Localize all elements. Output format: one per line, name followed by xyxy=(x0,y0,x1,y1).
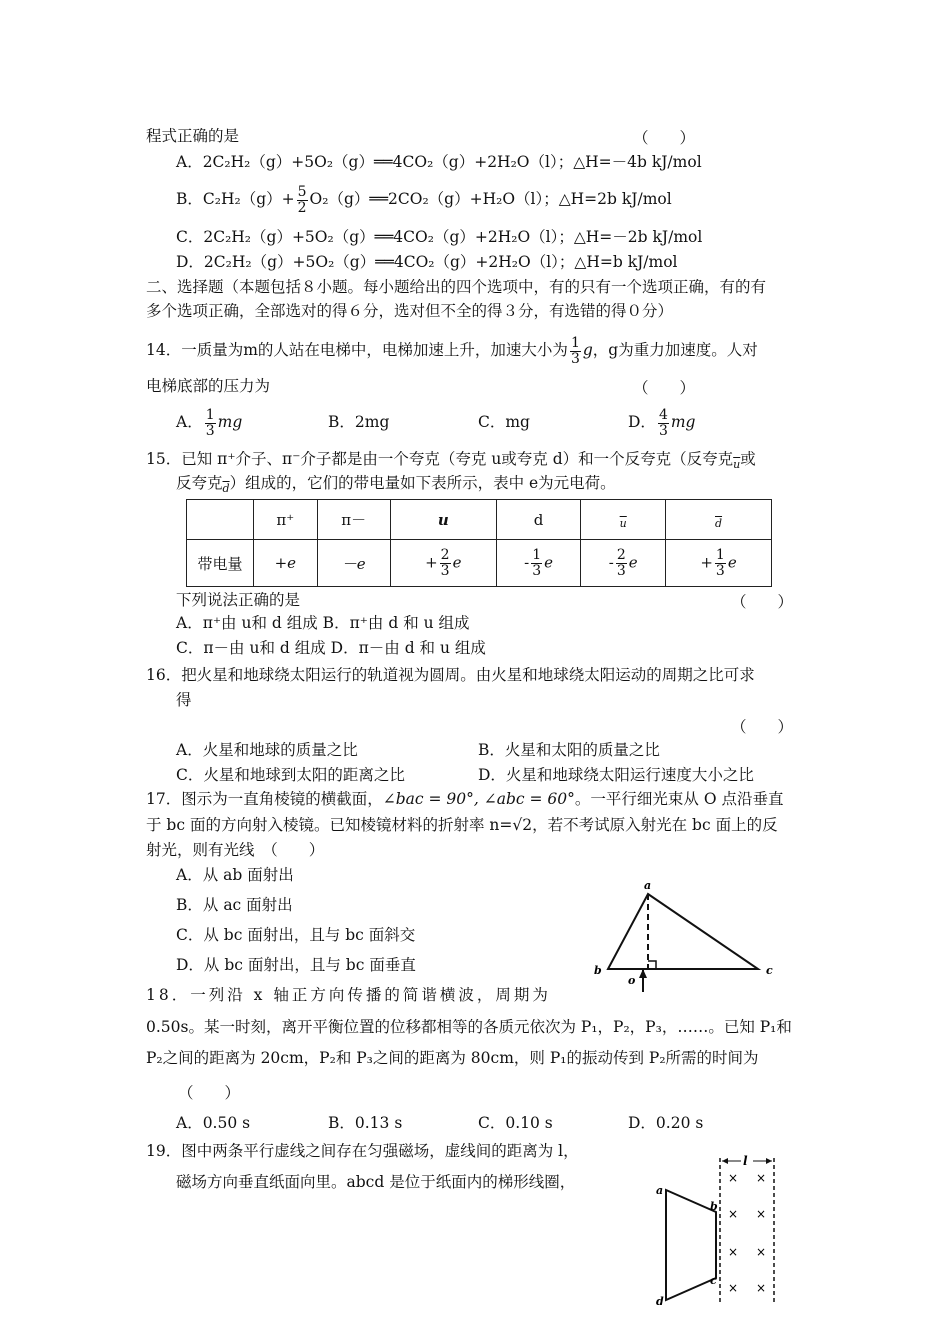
q15-options-ab: A．π⁺由 u和 d 组成 B．π⁺由 d 和 u 组成 xyxy=(176,614,470,632)
prism-triangle xyxy=(608,894,758,969)
table-cell: 带电量 xyxy=(187,540,254,587)
section2-line1: 二、选择题（本题包括８小题。每小题给出的四个选项中，有的只有一个选项正确，有的有 xyxy=(146,278,767,296)
q17-stem1-pre: 17．图示为一直角棱镜的横截面， xyxy=(146,790,383,808)
q15-stem1-text: 15．已知 π⁺介子、π⁻介子都是由一个夸克（夸克 u或夸克 d）和一个反夸克（反夸克 xyxy=(146,450,734,468)
q14-stem1 xyxy=(146,330,758,370)
q18-option-c: C．0.10 s xyxy=(478,1114,553,1132)
q14-frac xyxy=(570,336,581,367)
table-header-row xyxy=(187,500,772,540)
charge-table xyxy=(186,499,772,587)
q16-option-d: D．火星和地球绕太阳运行速度大小之比 xyxy=(478,766,754,784)
label-d: d xyxy=(656,1295,664,1308)
frac-den: 3 xyxy=(658,422,668,439)
q17-option-a: A．从 ab 面射出 xyxy=(176,866,294,884)
charge-frac xyxy=(715,548,726,579)
q15-stem2 xyxy=(176,473,616,499)
q16-option-b: B．火星和太阳的质量之比 xyxy=(478,741,660,759)
field-x-icon: × xyxy=(756,1171,767,1185)
field-x-icon: × xyxy=(728,1281,739,1295)
q14-stem1-post: ，g为重力加速度。人对 xyxy=(592,341,758,359)
q14-option-c: C．mg xyxy=(478,413,530,431)
table-cell: π⁺ xyxy=(254,500,318,540)
q17-stem1-post: 。一平行细光束从 O 点沿垂直 xyxy=(574,790,784,808)
frac-num: 1 xyxy=(532,546,542,563)
frac-num: 1 xyxy=(715,546,725,563)
table-row xyxy=(187,540,772,587)
frac-den: 3 xyxy=(532,562,542,579)
anti-u: u xyxy=(619,517,627,530)
frac-den: 3 xyxy=(205,422,215,439)
q13-option-b-pre: B．C₂H₂（g）+ xyxy=(176,190,295,208)
label-b: b xyxy=(710,1200,718,1213)
label-l: l xyxy=(743,1154,748,1168)
frac-num: 1 xyxy=(205,406,215,423)
q15-stem1 xyxy=(146,449,756,475)
q18-option-a: A．0.50 s xyxy=(176,1114,251,1132)
table-cell xyxy=(666,500,772,540)
table-cell: －e xyxy=(317,540,390,587)
q14-a-frac xyxy=(205,408,216,439)
right-angle-mark xyxy=(648,961,656,969)
charge-frac xyxy=(440,548,451,579)
q18-option-b: B．0.13 s xyxy=(328,1114,403,1132)
label-a: a xyxy=(656,1184,664,1197)
field-x-icon: × xyxy=(756,1245,767,1259)
q14-stem2: 电梯底部的压力为 xyxy=(146,377,271,395)
section2-line2: 多个选项正确，全部选对的得６分，选对但不全的得３分，有选错的得０分） xyxy=(146,302,674,320)
q17-option-c: C．从 bc 面射出，且与 bc 面斜交 xyxy=(176,926,416,944)
q13-option-b-frac xyxy=(297,185,308,216)
q19-stem2: 磁场方向垂直纸面向里。abcd 是位于纸面内的梯形线圈， xyxy=(176,1173,576,1191)
table-cell xyxy=(581,500,666,540)
field-x-icon: × xyxy=(756,1281,767,1295)
q15-after: 下列说法正确的是 xyxy=(176,591,301,609)
table-cell: d xyxy=(496,500,581,540)
field-x-icon: × xyxy=(756,1207,767,1221)
q15-answer-paren: （ ） xyxy=(731,593,794,611)
frac-num: 1 xyxy=(570,334,580,351)
q14-g: g xyxy=(582,341,593,359)
frac-den: 3 xyxy=(616,562,626,579)
frac-num: 5 xyxy=(297,183,307,200)
dimension-arrow-left-icon xyxy=(722,1158,728,1164)
q13-option-d: D．2C₂H₂（g）+5O₂（g）══4CO₂（g）+2H₂O（l）；△H=b kJ/mol xyxy=(176,253,678,271)
q17-sqrt2: √2 xyxy=(512,816,533,834)
table-cell: +e xyxy=(254,540,318,587)
q17-angle-math: ∠bac = 90°, ∠abc = 60° xyxy=(382,790,575,808)
charge-frac xyxy=(531,548,542,579)
q13-option-a: A．2C₂H₂（g）+5O₂（g）══4CO₂（g）+2H₂O（l）；△H=－4b kJ/mol xyxy=(176,153,702,171)
table-cell: u xyxy=(390,500,496,540)
coil-figure xyxy=(650,1150,790,1310)
q15-anti-u: u xyxy=(733,458,741,471)
frac-num: 2 xyxy=(616,546,626,563)
q14-stem1-pre: 14．一质量为m的人站在电梯中，电梯加速上升，加速大小为 xyxy=(146,341,568,359)
q18-stem3: P₂之间的距离为 20cm，P₂和 P₃之间的距离为 80cm，则 P₁的振动传到 P₂所需的时间为 xyxy=(146,1049,759,1067)
q17-option-d: D．从 bc 面射出，且与 bc 面垂直 xyxy=(176,956,416,974)
q16-answer-paren: （ ） xyxy=(731,718,794,736)
q13-option-c: C．2C₂H₂（g）+5O₂（g）══4CO₂（g）+2H₂O（l）；△H=－2b kJ/mol xyxy=(176,228,703,246)
label-b: b xyxy=(594,964,602,977)
trapezoid-coil xyxy=(666,1190,716,1300)
field-x-icon: × xyxy=(728,1171,739,1185)
frac-den: 3 xyxy=(440,562,450,579)
q15-stem1-end: 或 xyxy=(740,450,756,468)
ray-arrow-icon xyxy=(639,969,647,978)
q18-stem2: 0.50s。某一时刻，离开平衡位置的位移都相等的各质元依次为 P₁，P₂，P₃，……。已知 P₁和 xyxy=(146,1018,792,1036)
sign: + xyxy=(700,553,713,571)
frac-den: 2 xyxy=(297,199,307,216)
frac-den: 3 xyxy=(715,562,725,579)
q17-option-b: B．从 ac 面射出 xyxy=(176,896,293,914)
q13-option-b-post: O₂（g）══2CO₂（g）+H₂O（l）；△H=2b kJ/mol xyxy=(309,190,672,208)
q15-options-cd: C．π－由 u和 d 组成 D．π－由 d 和 u 组成 xyxy=(176,639,486,657)
q14-a-label: A． xyxy=(176,413,203,431)
sign: - xyxy=(608,553,614,571)
q18-answer-paren: （ ） xyxy=(178,1084,241,1102)
charge-frac xyxy=(616,548,627,579)
table-cell: + $\frac{2}{3}$ e xyxy=(390,540,496,587)
q13-option-b xyxy=(176,180,672,218)
q14-answer-paren: （ ） xyxy=(633,379,696,397)
table-cell: - $\frac{1}{3}$ e xyxy=(496,540,581,587)
q17-stem1 xyxy=(146,789,783,809)
anti-d: d xyxy=(715,517,723,530)
sign: + xyxy=(425,553,438,571)
q14-option-d xyxy=(628,402,695,442)
dimension-arrow-right-icon xyxy=(766,1158,772,1164)
q13-answer-paren: （ ） xyxy=(633,129,696,147)
prism-figure xyxy=(588,872,788,994)
q17-stem2-post: ，若不考试原入射光在 bc 面上的反 xyxy=(532,816,778,834)
q14-a-unit: mg xyxy=(217,413,243,431)
q16-option-c: C．火星和地球到太阳的距离之比 xyxy=(176,766,405,784)
q15-anti-d: d xyxy=(222,482,230,495)
q18-option-d: D．0.20 s xyxy=(628,1114,704,1132)
field-x-icon: × xyxy=(728,1245,739,1259)
q14-option-b: B．2mg xyxy=(328,413,390,431)
label-a: a xyxy=(644,879,652,892)
q13-stem-tail: 程式正确的是 xyxy=(146,127,240,145)
label-o: o xyxy=(628,974,636,987)
q14-d-unit: mg xyxy=(670,413,696,431)
label-c: c xyxy=(766,964,773,977)
q14-d-frac xyxy=(658,408,669,439)
sign: - xyxy=(524,553,530,571)
q17-stem2-pre: 于 bc 面的方向射入棱镜。已知棱镜材料的折射率 n= xyxy=(146,816,513,834)
q16-stem1: 16．把火星和地球绕太阳运行的轨道视为圆周。由火星和地球绕太阳运动的周期之比可求 xyxy=(146,666,755,684)
q17-stem2 xyxy=(146,815,778,835)
q14-option-a xyxy=(176,402,242,442)
table-cell: - $\frac{2}{3}$ e xyxy=(581,540,666,587)
table-cell: π－ xyxy=(317,500,390,540)
q17-stem3: 射光，则有光线 （ ） xyxy=(146,841,325,859)
label-c: c xyxy=(710,1274,717,1287)
q16-option-a: A．火星和地球的质量之比 xyxy=(176,741,358,759)
frac-num: 2 xyxy=(440,546,450,563)
q18-stem1: 18．一列沿 x 轴正方向传播的简谐横波，周期为 xyxy=(146,986,551,1004)
table-cell: + $\frac{1}{3}$ e xyxy=(666,540,772,587)
q14-d-label: D． xyxy=(628,413,656,431)
q19-stem1: 19．图中两条平行虚线之间存在匀强磁场，虚线间的距离为 l， xyxy=(146,1142,579,1160)
q15-stem2-pre: 反夸克 xyxy=(176,474,223,492)
frac-den: 3 xyxy=(570,350,580,367)
table-cell xyxy=(187,500,254,540)
q16-stem2: 得 xyxy=(176,691,192,709)
field-x-icon: × xyxy=(728,1207,739,1221)
q15-stem2-post: ）组成的，它们的带电量如下表所示，表中 e为元电荷。 xyxy=(229,474,616,492)
frac-num: 4 xyxy=(658,406,668,423)
